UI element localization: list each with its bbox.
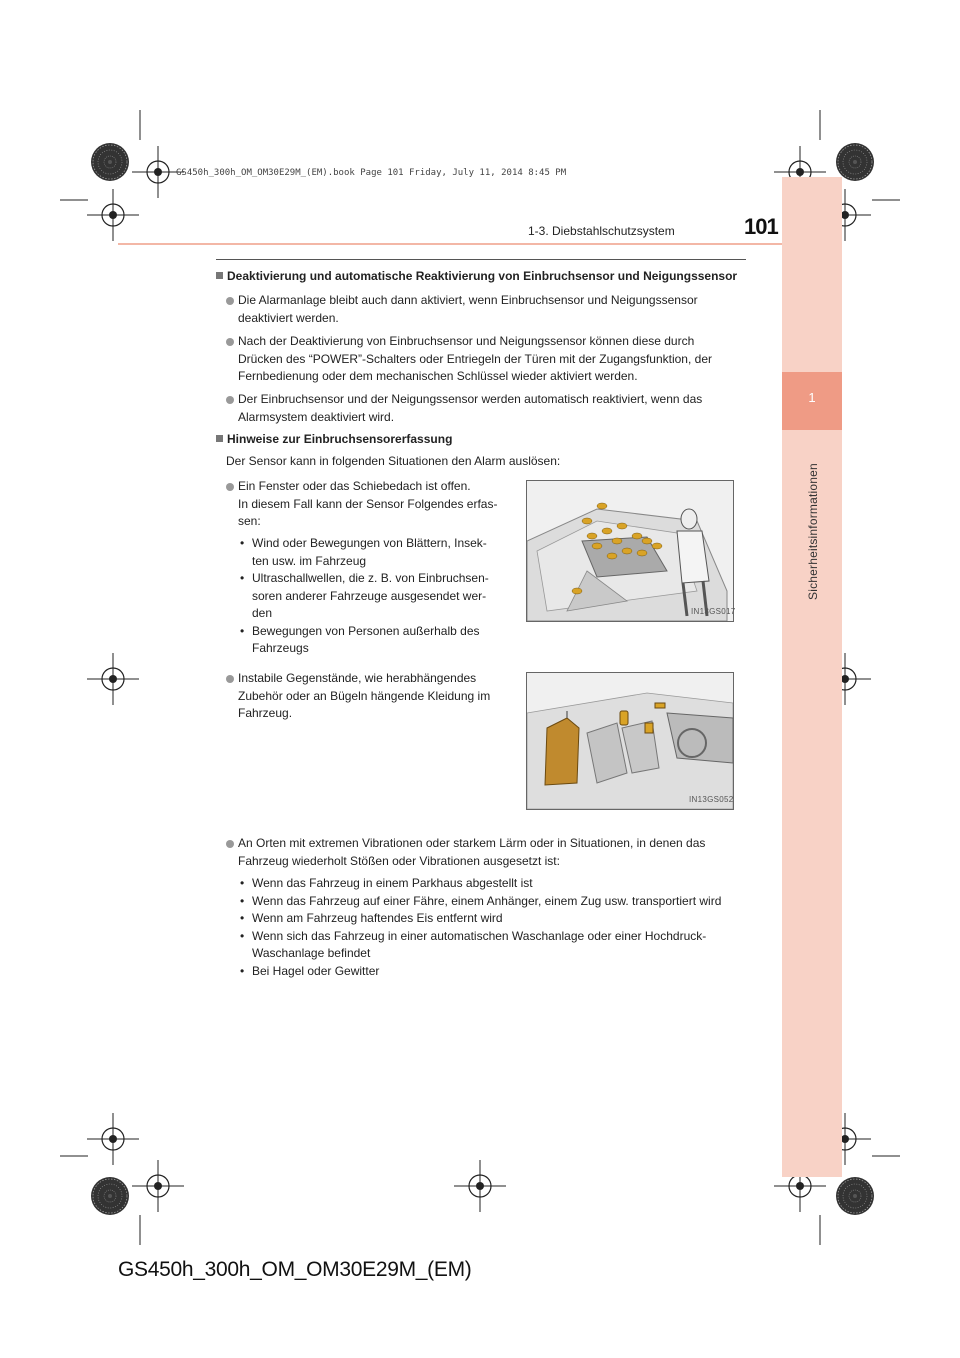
subitem: • Bewegungen von Personen außerhalb des Fahrzeugs: [240, 623, 516, 658]
line: Wenn das Fahrzeug auf einer Fähre, einem Anhänger, einem Zug usw. transportiert wird: [252, 893, 722, 908]
line: Fahrzeug.: [238, 706, 293, 720]
line: Wenn das Fahrzeug in einem Parkhaus abgestellt ist: [252, 876, 533, 890]
footer-code: GS450h_300h_OM_OM30E29M_(EM): [118, 1258, 472, 1281]
bullet-icon: [226, 840, 234, 848]
line: deaktiviert werden.: [238, 310, 339, 325]
line: Der Einbruchsensor und der Neigungssensor werden automatisch reaktiviert, wenn das: [238, 392, 703, 406]
page-number: 101: [744, 214, 778, 239]
section1-heading: [216, 268, 756, 286]
line: Fahrzeug wiederholt Stößen oder Vibrationen ausgesetzt ist:: [238, 853, 560, 868]
car-roof-illustration: [527, 481, 733, 621]
subitem: • Wenn sich das Fahrzeug in einer automatischen Waschanlage oder einer Hochdruck- Waschanlage befindet: [240, 928, 752, 963]
bullet-icon: [226, 675, 234, 683]
line: sen:: [238, 514, 261, 528]
line: Die Alarmanlage bleibt auch dann aktiviert, wenn Einbruchsensor und Neigungssensor: [238, 293, 698, 307]
figure-interior-jacket: [526, 672, 734, 810]
chapter-sidebar: [782, 177, 842, 1177]
line: Fernbedienung oder dem mechanischen Schlüssel wieder aktiviert werden.: [238, 369, 638, 383]
line: Alarmsystem deaktiviert wird.: [238, 409, 395, 424]
chapter-title-text: Sicherheitsinformationen: [806, 463, 820, 600]
subitem: • Wenn das Fahrzeug auf einer Fähre, einem Anhänger, einem Zug usw. transportiert wird: [240, 893, 752, 911]
line: soren anderer Fahrzeuge ausgesendet wer-: [252, 588, 487, 603]
bullet-icon: [226, 338, 234, 346]
figure-code: IN13GS052: [689, 795, 734, 804]
line: Zubehör oder an Bügeln hängende Kleidung im: [238, 688, 491, 703]
section2-intro: Der Sensor kann in folgenden Situationen den Alarm auslösen:: [226, 454, 561, 468]
subitem: • Wenn am Fahrzeug haftendes Eis entfernt wird: [240, 910, 752, 928]
line: Ultraschallwellen, die z. B. von Einbruchsen-: [252, 571, 489, 585]
section-title: 1-3. Diebstahlschutzsystem: [528, 224, 675, 238]
header-line: [118, 243, 782, 245]
subitem: • Ultraschallwellen, die z. B. von Einbruchsen- soren anderer Fahrzeuge ausgesendet wer- den: [240, 570, 516, 623]
square-bullet-icon: [216, 272, 223, 279]
item3-text: [238, 835, 750, 870]
chapter-title: [806, 440, 826, 600]
car-interior-illustration: [527, 673, 733, 809]
line: An Orten mit extremen Vibrationen oder starkem Lärm oder in Situationen, in denen das: [238, 836, 706, 850]
line: Drücken des “POWER”-Schalters oder Entriegeln der Türen mit der Zugangsfunktion, der: [238, 351, 712, 366]
line: Bewegungen von Personen außerhalb des: [252, 623, 480, 638]
section2-title: Hinweise zur Einbruchsensorerfassung: [227, 432, 453, 446]
line: Wenn sich das Fahrzeug in einer automatischen Waschanlage oder einer Hochdruck-: [252, 928, 707, 943]
line: Waschanlage befindet: [252, 946, 371, 960]
subitem: • Wenn das Fahrzeug in einem Parkhaus abgestellt ist: [240, 875, 752, 893]
content-rule: [216, 259, 746, 260]
figure-code: IN13GS017: [691, 607, 736, 616]
subitem: • Wind oder Bewegungen von Blättern, Insek- ten usw. im Fahrzeug: [240, 535, 516, 570]
figure-sunroof-leaves: [526, 480, 734, 622]
line: Bei Hagel oder Gewitter: [252, 963, 380, 978]
bullet-icon: [226, 396, 234, 404]
line: Ein Fenster oder das Schiebedach ist offen.: [238, 479, 471, 493]
item2-text: [238, 670, 516, 723]
subitem: • Bei Hagel oder Gewitter: [240, 963, 752, 981]
section1-bullet-3: [238, 391, 750, 426]
print-info: GS450h_300h_OM_OM30E29M_(EM).book Page 101 Friday, July 11, 2014 8:45 PM: [176, 168, 567, 178]
square-bullet-icon: [216, 435, 223, 442]
line: ten usw. im Fahrzeug: [252, 553, 367, 568]
line: Instabile Gegenstände, wie herabhängendes: [238, 671, 477, 685]
item3-subitems: [240, 875, 752, 980]
section1-bullet-2: [238, 333, 750, 386]
bullet-icon: [226, 297, 234, 305]
line: Nach der Deaktivierung von Einbruchsensor und Neigungssensor können diese durch: [238, 334, 695, 348]
line: In diesem Fall kann der Sensor Folgendes erfas-: [238, 496, 498, 511]
line: Wenn am Fahrzeug haftendes Eis entfernt wird: [252, 911, 503, 925]
line: den: [252, 606, 273, 620]
section1-title: Deaktivierung und automatische Reaktivierung von Einbruchsensor und Neigungssensor: [227, 269, 738, 283]
section2-heading: [216, 431, 452, 449]
item1-subitems: [240, 535, 516, 658]
line: Fahrzeugs: [252, 641, 309, 655]
line: Wind oder Bewegungen von Blättern, Insek-: [252, 536, 487, 550]
item1-text: [238, 478, 516, 531]
chapter-number: 1: [808, 390, 816, 405]
section1-bullet-1: [238, 292, 750, 327]
bullet-icon: [226, 483, 234, 491]
